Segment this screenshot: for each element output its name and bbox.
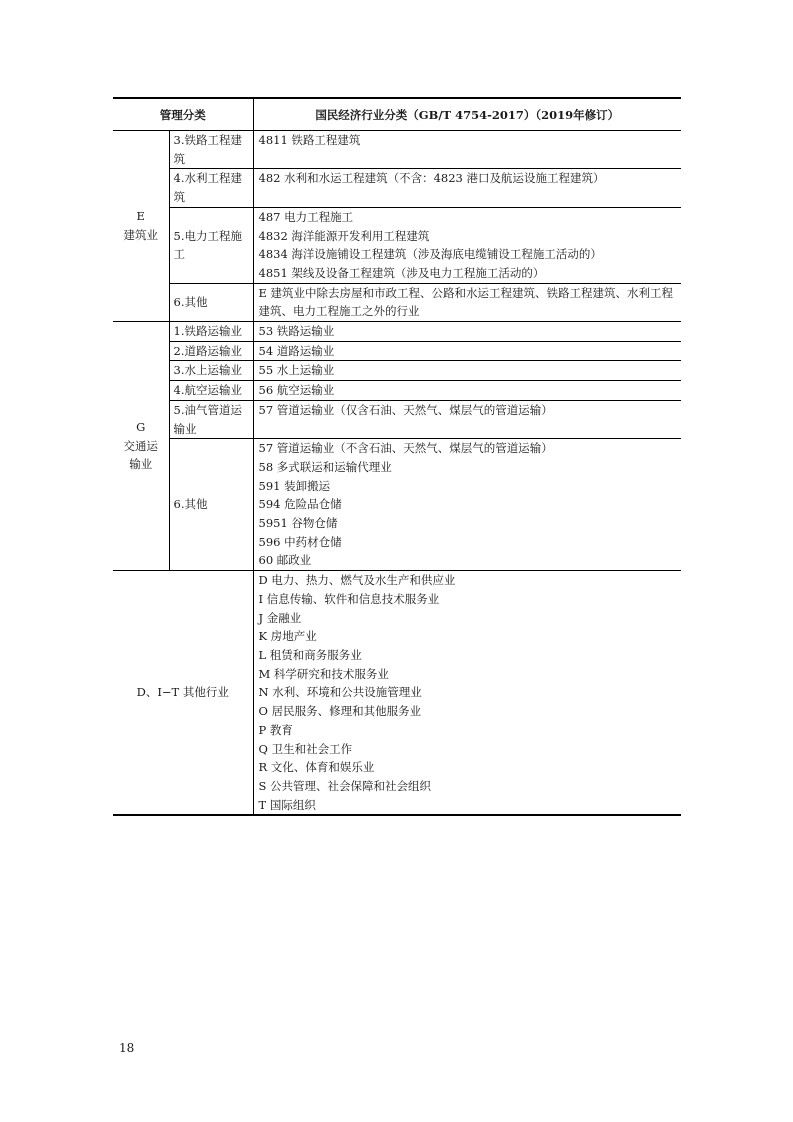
code-line: 4834 海洋设施铺设工程建筑（涉及海底电缆铺设工程施工活动的） <box>258 247 602 262</box>
table-row <box>113 400 681 438</box>
codes-cell <box>253 400 681 438</box>
subcategory-cell: 4.航空运输业 <box>169 381 253 401</box>
table-row <box>113 381 681 401</box>
code-line: N 水利、环境和公共设施管理业 <box>258 685 422 700</box>
code-line: 4832 海洋能源开发利用工程建筑 <box>258 228 430 243</box>
table-row <box>113 322 681 342</box>
codes-cell <box>253 169 681 207</box>
codes-cell <box>253 131 681 169</box>
codes-cell <box>253 439 681 571</box>
code-line: 594 危险品仓储 <box>258 497 342 512</box>
codes-cell <box>253 571 681 816</box>
group-name: 交通运输业 <box>123 438 158 472</box>
group-cell-construction <box>113 131 169 322</box>
subcategory-cell: 3.铁路工程建筑 <box>169 131 253 169</box>
page-number: 18 <box>119 1041 135 1055</box>
code-line: 4811 铁路工程建筑 <box>258 133 361 147</box>
code-line: M 科学研究和技术服务业 <box>258 666 389 681</box>
codes-cell <box>253 381 681 401</box>
codes-cell <box>253 341 681 361</box>
code-line: 482 水利和水运工程建筑（不含：4823 港口及航运设施工程建筑） <box>258 171 605 186</box>
codes-cell <box>253 322 681 342</box>
table-row <box>113 341 681 361</box>
subcategory-cell: 2.道路运输业 <box>169 341 253 361</box>
code-line: S 公共管理、社会保障和社会组织 <box>258 778 432 793</box>
subcategory-cell: 6.其他 <box>169 283 253 321</box>
code-line: 57 管道运输业（不含石油、天然气、煤层气的管道运输） <box>258 441 553 456</box>
code-line: 54 道路运输业 <box>258 343 335 358</box>
subcategory-cell: 5.油气管道运输业 <box>169 400 253 438</box>
table-row <box>113 207 681 283</box>
group-code: G <box>136 420 146 435</box>
subcategory-cell: 1.铁路运输业 <box>169 322 253 342</box>
group-cell-transportation <box>113 322 169 571</box>
subcategory-cell: 4.水利工程建筑 <box>169 169 253 207</box>
code-line: L 租赁和商务服务业 <box>258 647 362 662</box>
code-line: O 居民服务、修理和其他服务业 <box>258 704 422 719</box>
table-row <box>113 439 681 571</box>
code-line: 487 电力工程施工 <box>258 209 354 224</box>
code-line: 5951 谷物仓储 <box>258 516 338 531</box>
header-national-classification: 国民经济行业分类（GB/T 4754-2017）（2019年修订） <box>253 98 681 131</box>
table-row <box>113 283 681 321</box>
code-line: Q 卫生和社会工作 <box>258 741 353 756</box>
code-line: I 信息传输、软件和信息技术服务业 <box>258 591 440 606</box>
group-code: E <box>136 209 145 224</box>
code-line: 591 装卸搬运 <box>258 478 331 493</box>
subcategory-cell: 5.电力工程施工 <box>169 207 253 283</box>
subcategory-cell: 3.水上运输业 <box>169 361 253 381</box>
code-line: R 文化、体育和娱乐业 <box>258 760 375 775</box>
group-cell-other-industries: D、I−T 其他行业 <box>113 571 253 816</box>
codes-cell <box>253 283 681 321</box>
table-row <box>113 131 681 169</box>
code-line: K 房地产业 <box>258 629 317 644</box>
group-name: 建筑业 <box>123 228 158 243</box>
codes-cell <box>253 361 681 381</box>
table-row <box>113 571 681 816</box>
code-line: E 建筑业中除去房屋和市政工程、公路和水运工程建筑、铁路工程建筑、水利工程建筑、电力工程施工之外的行业 <box>258 285 674 319</box>
table-row <box>113 169 681 207</box>
codes-cell <box>253 207 681 283</box>
industry-classification-table <box>113 97 681 816</box>
subcategory-cell: 6.其他 <box>169 439 253 571</box>
code-line: 53 铁路运输业 <box>258 324 335 339</box>
code-line: T 国际组织 <box>258 797 316 812</box>
table-row <box>113 361 681 381</box>
code-line: 55 水上运输业 <box>258 363 335 378</box>
code-line: 596 中药材仓储 <box>258 534 342 549</box>
code-line: 57 管道运输业（仅含石油、天然气、煤层气的管道运输） <box>258 402 553 417</box>
code-line: 56 航空运输业 <box>258 383 335 398</box>
table-header-row <box>113 98 681 131</box>
header-management-classification: 管理分类 <box>113 98 253 131</box>
code-line: 60 邮政业 <box>258 553 312 568</box>
code-line: P 教育 <box>258 722 293 737</box>
code-line: D 电力、热力、燃气及水生产和供应业 <box>258 573 456 588</box>
code-line: 4851 架线及设备工程建筑（涉及电力工程施工活动的） <box>258 265 545 280</box>
code-line: 58 多式联运和运输代理业 <box>258 459 392 474</box>
code-line: J 金融业 <box>258 610 302 625</box>
